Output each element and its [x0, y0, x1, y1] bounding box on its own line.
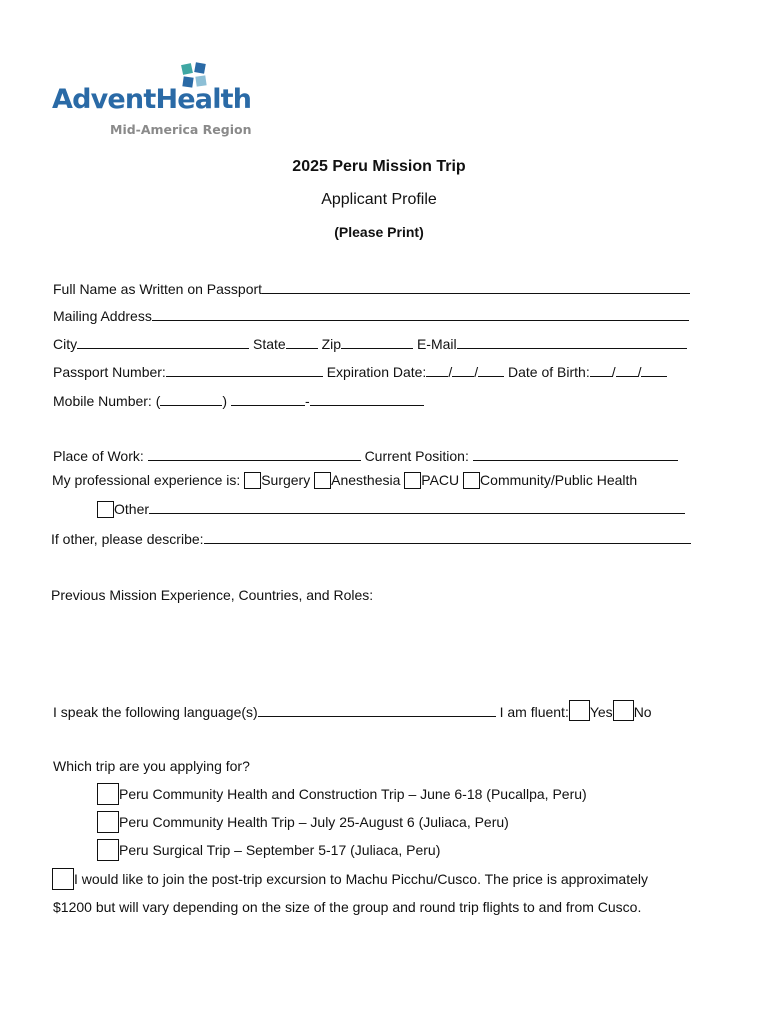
- email-label: E-Mail: [416, 336, 457, 352]
- expiration-month-field[interactable]: [426, 364, 448, 377]
- dob-month-field[interactable]: [590, 364, 612, 377]
- expiration-year-field[interactable]: [478, 364, 504, 377]
- surgery-checkbox[interactable]: [244, 472, 261, 489]
- fluent-no-checkbox[interactable]: [613, 700, 634, 721]
- fluent-label: I am fluent:: [499, 704, 569, 720]
- other-describe-label: If other, please describe:: [51, 531, 204, 547]
- current-position-label: Current Position:: [364, 448, 469, 464]
- expiration-date-label: Expiration Date:: [326, 364, 427, 380]
- other-describe-field[interactable]: [204, 531, 691, 544]
- mailing-address-field[interactable]: [152, 308, 689, 321]
- trip-1-label: Peru Community Health and Construction Trip – June 6-18 (Pucallpa, Peru): [119, 786, 587, 802]
- expiration-day-field[interactable]: [452, 364, 474, 377]
- experience-row: [52, 471, 637, 489]
- fluent-no-label: No: [633, 704, 652, 720]
- fluent-yes-checkbox[interactable]: [569, 700, 590, 721]
- language-field[interactable]: [258, 704, 496, 717]
- pacu-checkbox[interactable]: [404, 472, 421, 489]
- other-label: Other: [114, 501, 150, 517]
- print-note: (Please Print): [334, 224, 424, 240]
- previous-mission-label: Previous Mission Experience, Countries, and Roles:: [51, 587, 374, 603]
- logo-region: Mid-America Region: [110, 122, 252, 137]
- dob-day-field[interactable]: [616, 364, 638, 377]
- pacu-label: PACU: [421, 472, 460, 488]
- mobile-area-field[interactable]: [160, 393, 222, 406]
- mobile-prefix-field[interactable]: [231, 393, 305, 406]
- place-of-work-field[interactable]: [148, 448, 361, 461]
- place-of-work-label: Place of Work:: [53, 448, 144, 464]
- work-row: [53, 447, 678, 465]
- mobile-row: [53, 392, 424, 410]
- mobile-label: Mobile Number: (: [53, 393, 161, 409]
- mobile-line-field[interactable]: [310, 393, 424, 406]
- excursion-line-1: I would like to join the post-trip excursion to Machu Picchu/Cusco. The price is approximately: [74, 871, 649, 887]
- surgery-label: Surgery: [261, 472, 311, 488]
- city-field[interactable]: [77, 336, 249, 349]
- mobile-close-paren: ): [222, 393, 228, 409]
- other-row: [97, 500, 685, 518]
- full-name-row: [53, 280, 690, 298]
- fluent-yes-label: Yes: [589, 704, 613, 720]
- trip-option-2: [97, 811, 509, 833]
- zip-field[interactable]: [341, 336, 413, 349]
- trip-3-checkbox[interactable]: [97, 839, 119, 861]
- passport-row: [53, 363, 667, 381]
- current-position-field[interactable]: [473, 448, 678, 461]
- date-slash: /: [637, 364, 642, 380]
- city-label: City: [53, 336, 78, 352]
- trip-option-1: [97, 783, 587, 805]
- logo: [52, 62, 262, 142]
- trip-1-checkbox[interactable]: [97, 783, 119, 805]
- community-health-checkbox[interactable]: [463, 472, 480, 489]
- date-slash: /: [474, 364, 479, 380]
- anesthesia-checkbox[interactable]: [314, 472, 331, 489]
- page-title: 2025 Peru Mission Trip: [292, 158, 466, 175]
- trip-question: Which trip are you applying for?: [53, 758, 250, 774]
- excursion-line-2: $1200 but will vary depending on the size of the group and round trip flights to and from Cusco.: [53, 899, 642, 915]
- trip-3-label: Peru Surgical Trip – September 5-17 (Juliaca, Peru): [119, 842, 441, 858]
- dob-label: Date of Birth:: [508, 364, 590, 380]
- mobile-dash: -: [304, 393, 310, 409]
- other-checkbox[interactable]: [97, 501, 114, 518]
- date-slash: /: [611, 364, 616, 380]
- experience-label: My professional experience is:: [52, 472, 241, 488]
- full-name-field[interactable]: [262, 281, 690, 294]
- date-slash: /: [448, 364, 453, 380]
- other-field[interactable]: [149, 501, 685, 514]
- zip-label: Zip: [321, 336, 342, 352]
- trip-2-label: Peru Community Health Trip – July 25-August 6 (Juliaca, Peru): [119, 814, 509, 830]
- excursion-checkbox[interactable]: [52, 868, 74, 890]
- passport-number-field[interactable]: [166, 364, 323, 377]
- dob-year-field[interactable]: [641, 364, 667, 377]
- community-health-label: Community/Public Health: [480, 472, 638, 488]
- logo-brand: AdventHealth: [52, 84, 252, 115]
- email-field[interactable]: [457, 336, 687, 349]
- state-label: State: [253, 336, 286, 352]
- page-subtitle: Applicant Profile: [321, 191, 437, 208]
- passport-number-label: Passport Number:: [53, 364, 166, 380]
- excursion-row: [52, 868, 648, 890]
- trip-2-checkbox[interactable]: [97, 811, 119, 833]
- language-row: [53, 700, 652, 721]
- mailing-address-label: Mailing Address: [53, 308, 152, 324]
- full-name-label: Full Name as Written on Passport: [53, 281, 263, 297]
- trip-option-3: [97, 839, 440, 861]
- anesthesia-label: Anesthesia: [331, 472, 401, 488]
- city-row: [53, 335, 687, 353]
- language-label: I speak the following language(s): [53, 704, 258, 720]
- other-describe-row: [51, 530, 691, 548]
- state-field[interactable]: [286, 336, 318, 349]
- mailing-address-row: [53, 307, 689, 325]
